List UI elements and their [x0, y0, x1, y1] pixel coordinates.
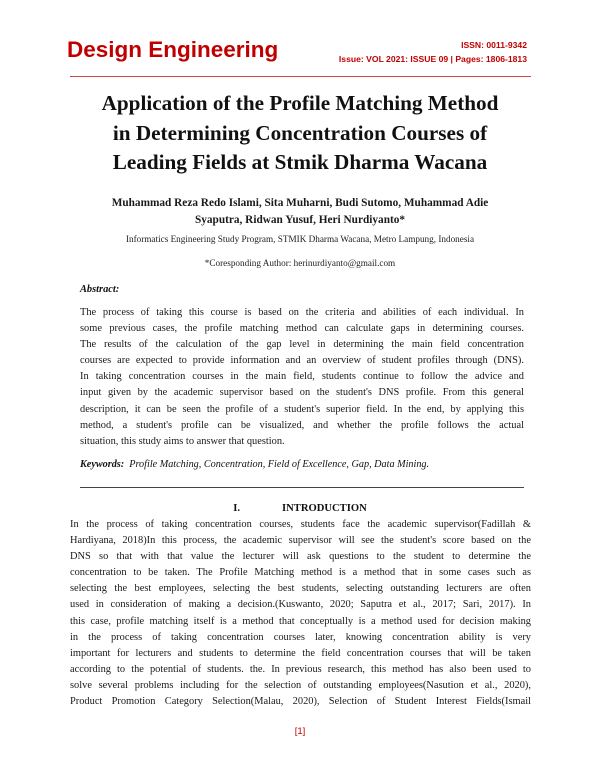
body-line: Product Promotion Category Selection(Malau, 2020), Selection of Student Interest Fields(Ismail [70, 696, 531, 708]
abstract-line: situation, this study aims to answer that question. [80, 435, 285, 447]
keywords-values: Profile Matching, Concentration, Field of Excellence, Gap, Data Mining. [129, 459, 430, 470]
keywords [80, 459, 429, 470]
body-line: according to the potential of students. the. In previous research, this method has also been used to [70, 663, 531, 675]
abstract-line: some previous cases, the profile matching method can calculate gaps in determining courses. [80, 323, 524, 335]
corresponding-author: *Coresponding Author: herinurdiyanto@gmail.com [204, 258, 396, 268]
section-heading-introduction [60, 503, 540, 514]
body-line: solve several problems including for the selection of outstanding employees(Nasution et al., 2020), [70, 679, 531, 691]
section-title: INTRODUCTION [282, 503, 367, 514]
affiliation: Informatics Engineering Study Program, STMIK Dharma Wacana, Metro Lampung, Indonesia [125, 234, 475, 244]
author-list [60, 195, 540, 229]
body-line: concentration to be taken. The Profile Matching method is a method that in some cases such as [70, 567, 531, 579]
abstract-line: method, a student's profile can be visualized, and whether the profile follows the actual [80, 419, 524, 431]
abstract-body [80, 305, 524, 450]
body-line: important for lecturers and students to determine the field concentration courses that will be taken [70, 647, 531, 659]
title-line: Leading Fields at Stmik Dharma Wacana [112, 150, 488, 174]
body-line: DNS so that with that value the lecturer will ask questions to the student to determine the [70, 551, 531, 563]
body-line: Hardiyana, 2018)In this process, the academic supervisor will see the student's score based on the [70, 535, 531, 547]
issn: ISSN: 0011-9342 [461, 40, 527, 50]
page-number: [1] [294, 726, 306, 737]
body-line: in the process of taking concentration courses later, knowing concentration ability is very [70, 631, 531, 643]
introduction-body [70, 517, 531, 710]
abstract-line: The results of the calculation of the gap level in determining the main field concentration [80, 339, 524, 351]
journal-name: Design Engineering [67, 37, 279, 62]
header-divider [70, 76, 531, 77]
body-line: this case, profile matching itself is a method that conceptually is a method used for decision making [70, 615, 531, 627]
section-number: I. [233, 503, 240, 514]
journal-meta [339, 38, 527, 66]
abstract-line: courses are expected to provide information and an overview of student profiles through (DNS). [80, 355, 524, 367]
paper-title [60, 89, 540, 178]
keywords-label: Keywords: [80, 459, 125, 470]
author-line: Syaputra, Ridwan Yusuf, Heri Nurdiyanto* [194, 214, 406, 226]
abstract-line: The process of taking this course is based on the criteria and abilities of each individual. In [80, 307, 524, 318]
author-line: Muhammad Reza Redo Islami, Sita Muharni, Budi Sutomo, Muhammad Adie [111, 197, 489, 209]
abstract-heading: Abstract: [80, 284, 120, 295]
body-line: selecting the best employees, selecting the best students, selecting outstanding lecturers are often [70, 583, 531, 595]
abstract-line: In taking concentration courses in the main field, students continue to follow the advice and [80, 371, 524, 383]
issue-info: Issue: VOL 2021: ISSUE 09 | Pages: 1806-1813 [338, 54, 527, 64]
section-divider [80, 487, 524, 488]
body-line: used in consideration of making a decision.(Kuswanto, 2020; Saputra et al., 2017; Sari, 2017). In [70, 599, 531, 611]
abstract-line: input given by the academic supervisor based on the student's DNS profile. From this general [80, 387, 524, 399]
title-line: Application of the Profile Matching Method [101, 91, 499, 115]
abstract-line: description, it can be seen the profile of a student's superior field. In the end, by applying this [80, 403, 524, 415]
title-line: in Determining Concentration Courses of [112, 120, 488, 145]
body-line: In the process of taking concentration courses, students face the academic supervisor(Fadillah & [70, 519, 531, 530]
